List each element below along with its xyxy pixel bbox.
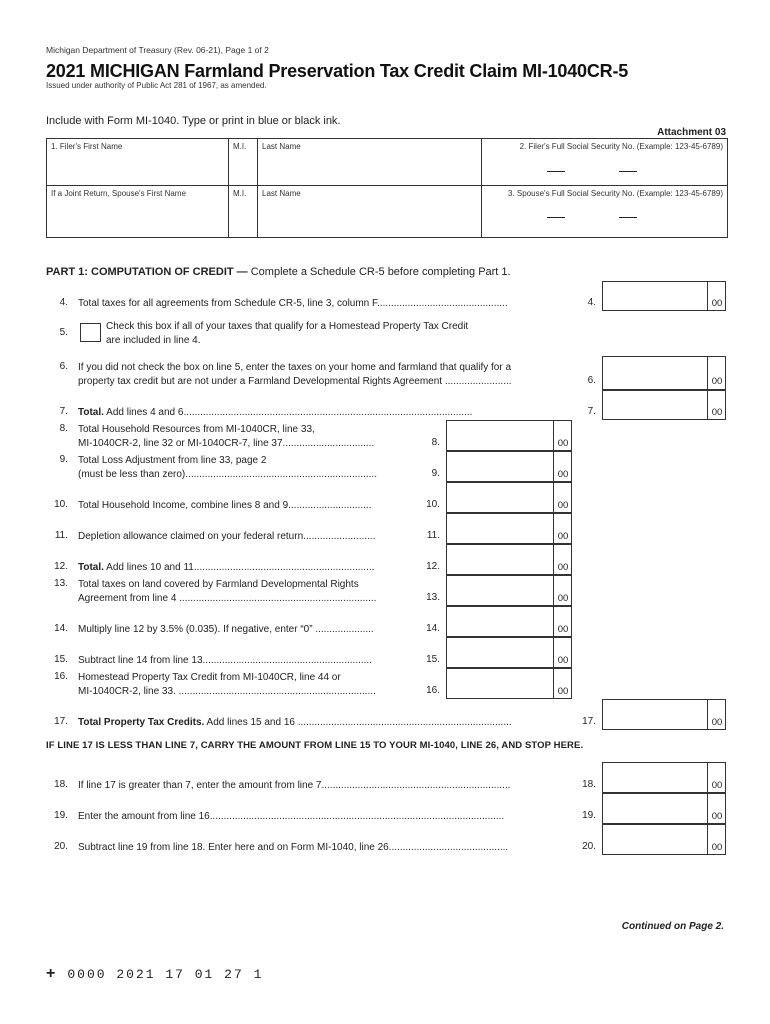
line-10-amount-field[interactable]: [446, 482, 572, 513]
spouse-ssn-field[interactable]: [482, 186, 727, 237]
line-12-desc: Add lines 10 and 11.................................................................: [103, 562, 375, 573]
line-6-amount-field[interactable]: [602, 356, 726, 390]
line-label: 16.: [426, 685, 440, 696]
line-number: 8.: [59, 423, 68, 434]
cents-label: 00: [557, 593, 569, 604]
line-10-text: Total Household Income, combine lines 8 and 9..............................: [78, 500, 372, 511]
ssn-dash: [547, 171, 565, 172]
line-7-bold: Total.: [78, 407, 104, 418]
line-20-amount-field[interactable]: [602, 824, 726, 855]
spouse-last-name-field[interactable]: [258, 186, 481, 237]
line-label: 7.: [587, 406, 596, 417]
line-8-amount-field[interactable]: [446, 420, 572, 451]
line-20-text: Subtract line 19 from line 18. Enter here and on Form MI-1040, line 26...........................................: [78, 842, 509, 853]
filer-last-name-field[interactable]: [258, 139, 481, 185]
line-label: 10.: [426, 499, 440, 510]
line-7-amount-field[interactable]: [602, 390, 726, 420]
line-13-amount-field[interactable]: [446, 575, 572, 606]
line-4-text: Total taxes for all agreements from Schedule CR-5, line 3, column F...............................................: [78, 298, 508, 309]
line-18-amount-field[interactable]: [602, 762, 726, 793]
form-title: 2021 MICHIGAN Farmland Preservation Tax Credit Claim MI-1040CR-5: [46, 61, 629, 81]
line-number: 17.: [54, 716, 68, 727]
line-number: 11.: [54, 530, 68, 541]
stop-warning: IF LINE 17 IS LESS THAN LINE 7, CARRY THE AMOUNT FROM LINE 15 TO YOUR MI-1040, LINE 26, AND STOP HERE.: [46, 740, 584, 751]
filer-ssn-label: 2. Filer's Full Social Security No. (Example: 123-45-6789): [519, 142, 723, 151]
line-label: 9.: [431, 468, 440, 479]
form-code: 0000 2021 17 01 27 1: [67, 967, 264, 982]
line-5-checkbox[interactable]: [80, 323, 101, 342]
cents-label: 00: [557, 531, 569, 542]
line-17-desc: Add lines 15 and 16 .............................................................................: [204, 717, 512, 728]
line-number: 16.: [54, 671, 68, 682]
line-17-bold: Total Property Tax Credits.: [78, 717, 205, 728]
line-number: 18.: [54, 779, 68, 790]
cents-label: 00: [557, 686, 569, 697]
cents-label: 00: [711, 376, 723, 387]
line-number: 20.: [54, 841, 68, 852]
spouse-mi-field[interactable]: [229, 186, 257, 237]
authority-line: Issued under authority of Public Act 281 of 1967, as amended.: [46, 81, 267, 90]
line-12-bold: Total.: [78, 562, 104, 573]
line-9-text: (must be less than zero).....................................................................: [78, 469, 377, 480]
ssn-dash: [619, 171, 637, 172]
line-11-text: Depletion allowance claimed on your federal return..........................: [78, 531, 376, 542]
line-8-text: MI-1040CR-2, line 32 or MI-1040CR-7, line 37.................................: [78, 438, 375, 449]
cents-label: 00: [557, 500, 569, 511]
line-16-text: MI-1040CR-2, line 33. .......................................................................: [78, 686, 376, 697]
spouse-last-name-label: Last Name: [262, 189, 301, 198]
cents-label: 00: [711, 811, 723, 822]
cents-label: 00: [557, 562, 569, 573]
line-label: 11.: [426, 530, 440, 541]
line-16-text: Homestead Property Tax Credit from MI-1040CR, line 44 or: [78, 672, 341, 683]
line-number: 4.: [59, 297, 68, 308]
continued-note: Continued on Page 2.: [621, 921, 724, 932]
line-number: 9.: [59, 454, 68, 465]
line-label: 18.: [582, 779, 596, 790]
line-11-amount-field[interactable]: [446, 513, 572, 544]
line-label: 13.: [426, 592, 440, 603]
line-label: 15.: [426, 654, 440, 665]
line-8-text: Total Household Resources from MI-1040CR, line 33,: [78, 424, 315, 435]
spouse-first-name-field[interactable]: [47, 186, 228, 237]
ssn-dash: [619, 217, 637, 218]
part1-subtitle: Complete a Schedule CR-5 before completing Part 1.: [250, 266, 511, 278]
filer-last-name-label: Last Name: [262, 142, 301, 151]
line-19-amount-field[interactable]: [602, 793, 726, 824]
line-4-amount-field[interactable]: [602, 281, 726, 311]
line-13-text: Total taxes on land covered by Farmland Developmental Rights: [78, 579, 359, 590]
line-9-amount-field[interactable]: [446, 451, 572, 482]
form-barcode: [46, 965, 263, 983]
line-5-text: Check this box if all of your taxes that qualify for a Homestead Property Tax Credit: [106, 321, 469, 332]
line-label: 6.: [587, 375, 596, 386]
line-14-amount-field[interactable]: [446, 606, 572, 637]
filer-ssn-field[interactable]: [482, 139, 727, 185]
line-number: 6.: [59, 361, 68, 372]
line-number: 12.: [54, 561, 68, 572]
line-6-text: If you did not check the box on line 5, enter the taxes on your home and farmland that qualify for a: [78, 362, 512, 373]
cents-label: 00: [711, 717, 723, 728]
line-5-text: are included in line 4.: [106, 335, 201, 346]
line-label: 17.: [582, 716, 596, 727]
line-number: 15.: [54, 654, 68, 665]
line-number: 5.: [59, 327, 68, 338]
line-14-text: Multiply line 12 by 3.5% (0.035). If negative, enter “0” .....................: [78, 624, 374, 635]
spouse-first-name-label: If a Joint Return, Spouse's First Name: [51, 189, 186, 198]
spouse-mi-label: M.I.: [233, 189, 247, 198]
line-15-amount-field[interactable]: [446, 637, 572, 668]
line-number: 13.: [54, 578, 68, 589]
cents-label: 00: [557, 438, 569, 449]
line-number: 14.: [54, 623, 68, 634]
line-17-amount-field[interactable]: [602, 699, 726, 730]
cents-label: 00: [711, 407, 723, 418]
line-18-text: If line 17 is greater than 7, enter the amount from line 7....................................................................: [78, 780, 511, 791]
cents-label: 00: [711, 780, 723, 791]
filer-first-name-field[interactable]: [47, 139, 228, 185]
cents-label: 00: [557, 655, 569, 666]
filer-mi-label: M.I.: [233, 142, 247, 151]
line-16-amount-field[interactable]: [446, 668, 572, 699]
line-label: 12.: [426, 561, 440, 572]
line-13-text: Agreement from line 4 .......................................................................: [78, 593, 377, 604]
cents-label: 00: [711, 842, 723, 853]
attachment-number: Attachment 03: [657, 127, 726, 138]
spouse-ssn-label: 3. Spouse's Full Social Security No. (Example: 123-45-6789): [508, 189, 723, 198]
line-7-text: [78, 406, 576, 420]
line-label: 4.: [587, 297, 596, 308]
filer-info-grid: [46, 138, 728, 238]
plus-mark: +: [46, 965, 58, 982]
line-label: 14.: [426, 623, 440, 634]
line-label: 19.: [582, 810, 596, 821]
line-number: 19.: [54, 810, 68, 821]
cents-label: 00: [557, 624, 569, 635]
filer-first-name-label: 1. Filer's First Name: [51, 142, 123, 151]
cents-label: 00: [557, 469, 569, 480]
ssn-dash: [547, 217, 565, 218]
line-number: 7.: [59, 406, 68, 417]
line-7-desc: Add lines 4 and 6........................................................................................................: [103, 407, 473, 418]
line-12-amount-field[interactable]: [446, 544, 572, 575]
line-label: 8.: [431, 437, 440, 448]
part1-title: PART 1: COMPUTATION OF CREDIT —: [46, 266, 248, 278]
include-instruction: Include with Form MI-1040. Type or print in blue or black ink.: [46, 115, 341, 127]
line-label: 20.: [582, 841, 596, 852]
line-17-text: [78, 716, 570, 730]
line-12-text: [78, 561, 418, 575]
part1-heading: [46, 266, 511, 278]
department-line: Michigan Department of Treasury (Rev. 06-21), Page 1 of 2: [46, 45, 269, 55]
line-19-text: Enter the amount from line 16..........................................................................................................: [78, 811, 505, 822]
filer-mi-field[interactable]: [229, 139, 257, 185]
line-15-text: Subtract line 14 from line 13.............................................................: [78, 655, 372, 666]
line-9-text: Total Loss Adjustment from line 33, page 2: [78, 455, 267, 466]
line-number: 10.: [54, 499, 68, 510]
line-6-text: property tax credit but are not under a Farmland Developmental Rights Agreement ........................: [78, 376, 512, 387]
cents-label: 00: [711, 298, 723, 309]
